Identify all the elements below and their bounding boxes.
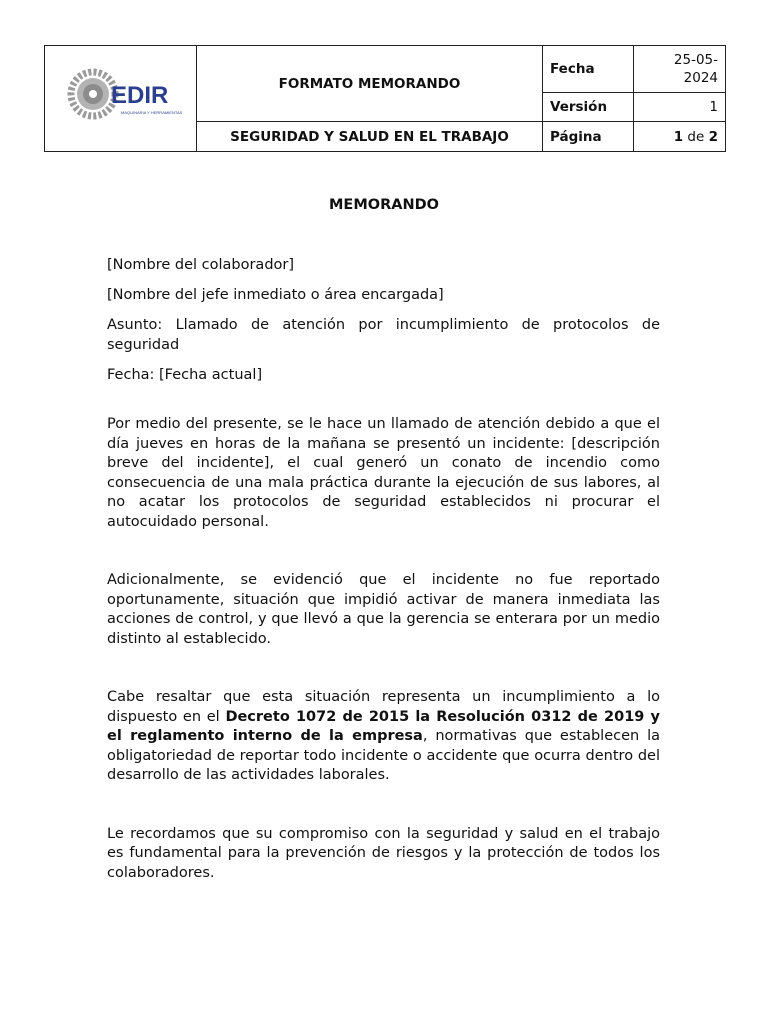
sender-name: [Nombre del jefe inmediato o área encargada] — [107, 287, 444, 303]
date-line: Fecha: [Fecha actual] — [107, 366, 263, 383]
pagina-current: 1 — [673, 128, 684, 145]
memo-body — [107, 256, 660, 883]
paragraph-2: Adicionalmente, se evidenció que el incidente no fue reportado oportunamente, situación que impidió activar de manera inmediata las acciones de control, y que llevó a que la gerencia se enterara por un medio distinto al establecido. — [107, 572, 660, 647]
company-logo-cell — [45, 46, 197, 152]
pagina-label: Página — [543, 122, 634, 152]
logo-text: EDIR — [110, 81, 168, 109]
recipient-name: [Nombre del colaborador] — [107, 257, 295, 273]
company-logo — [69, 69, 182, 125]
fecha-value: 25-05-2024 — [634, 46, 726, 93]
pagina-sep: de — [687, 128, 705, 145]
document-title: MEMORANDO — [329, 197, 439, 213]
version-label: Versión — [543, 93, 634, 122]
logo-caption: MAQUINARIA Y HERRAMIENTAS — [120, 109, 182, 115]
legal-reference: Decreto 1072 de 2015 la Resolución 0312 de 2019 y el reglamento interno de la empresa — [107, 708, 660, 744]
paragraph-3-rest: , normativas que establecen la obligatoriedad de reportar todo incidente o accidente que ocurra dentro del desarrollo de las actividades laborales. — [107, 728, 660, 783]
paragraph-4: Le recordamos que su compromiso con la seguridad y salud en el trabajo es fundamental para la prevención de riesgos y la protección de todos los colaboradores. — [107, 825, 660, 881]
format-title: FORMATO MEMORANDO — [197, 46, 543, 122]
pagina-total: 2 — [708, 128, 718, 145]
version-value: 1 — [634, 93, 726, 122]
subject-line: Asunto: Llamado de atención por incumplimiento de protocolos de seguridad — [107, 317, 660, 353]
paragraph-3 — [107, 688, 660, 786]
pagina-value — [634, 122, 726, 152]
header-table — [44, 45, 726, 152]
paragraph-1: Por medio del presente, se le hace un llamado de atención debido a que el día jueves en horas de la mañana se presentó un incidente: [descripción breve del incidente], el cual generó un conato de incendio como consecuencia de una mala práctica durante la ejecución de sus labores, al no acatar los protocolos de seguridad establecidos ni procurar el autocuidado personal. — [107, 416, 660, 530]
fecha-label: Fecha — [543, 46, 634, 93]
paragraph-3-intro: Cabe resaltar que esta situación representa un incumplimiento a lo dispuesto en el — [107, 689, 660, 725]
department-title: SEGURIDAD Y SALUD EN EL TRABAJO — [197, 122, 543, 152]
